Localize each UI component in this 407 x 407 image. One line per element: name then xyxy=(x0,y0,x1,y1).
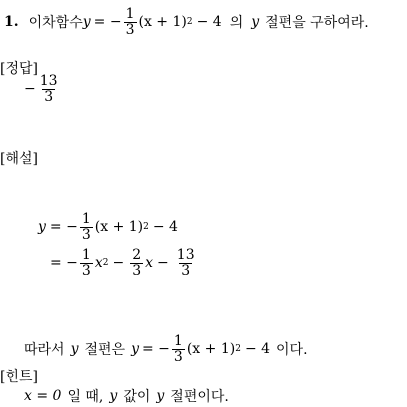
concl-mid: 절편은 xyxy=(84,342,126,359)
concl-tail: − 4 xyxy=(244,341,271,358)
func-eq: = − xyxy=(93,14,122,30)
sol1-tail: − 4 xyxy=(152,219,178,236)
concl-end: 이다. xyxy=(276,342,308,359)
func-expr: (x + 1) xyxy=(138,14,187,30)
func-frac-den: 3 xyxy=(125,21,135,38)
answer-value xyxy=(24,74,62,104)
concl-den: 3 xyxy=(173,348,183,365)
concl-num: 1 xyxy=(173,333,183,349)
sol2-t1-fraction xyxy=(80,248,93,278)
answer-den: 3 xyxy=(44,88,54,105)
sol2-eq: = − xyxy=(50,255,78,272)
sol2-t3-num: 13 xyxy=(176,247,195,263)
answer-sign: − xyxy=(24,81,36,98)
func-tail: − 4 xyxy=(196,14,222,30)
hint-line xyxy=(24,386,229,406)
solution-line1: y = − $\frac{1}{3}$ (x + 1) 2 − 4 xyxy=(38,211,178,243)
concl-fraction xyxy=(172,334,185,364)
concl-lhs: y xyxy=(131,341,139,358)
concl-expr: (x + 1) xyxy=(186,341,236,358)
hint-x-eq: x = 0 xyxy=(24,388,62,404)
sol2-t2-var: x xyxy=(145,255,154,272)
problem-line: 1. 이차함수 y = − $\frac{1}{3}$ (x + 1) 2 − 4 의 y 절편을 구하여라. xyxy=(4,5,369,38)
answer-label: [정답] xyxy=(0,61,38,77)
hint-end: 절편이다. xyxy=(170,389,229,405)
func-lhs: y xyxy=(82,14,91,30)
sol1-eq: = − xyxy=(49,219,78,236)
hint-mid: 일 때, xyxy=(67,389,104,405)
sol2-op2: − xyxy=(157,255,169,272)
sol2-t2-fraction xyxy=(130,248,143,278)
hint-var-y: y xyxy=(109,388,118,404)
func-frac-num: 1 xyxy=(125,5,135,22)
sol1-num: 1 xyxy=(81,211,91,227)
sol2-t3-fraction xyxy=(175,248,197,278)
answer-num: 13 xyxy=(39,73,58,89)
hint-var-y2: y xyxy=(156,388,165,404)
concl-prefix: 따라서 xyxy=(24,342,65,359)
problem-suffix: 의 xyxy=(229,15,244,31)
problem-var-y: y xyxy=(251,14,260,30)
sol2-t3-den: 3 xyxy=(181,262,191,279)
problem-tail: 절편을 구하여라. xyxy=(265,15,369,31)
func-fraction xyxy=(124,7,137,37)
answer-fraction xyxy=(38,74,60,104)
sol2-t1-num: 1 xyxy=(81,247,91,263)
concl-eq: = − xyxy=(142,341,170,358)
hint-mid2: 값이 xyxy=(123,389,151,405)
sol1-expr: (x + 1) xyxy=(94,219,144,236)
sol2-op1: − xyxy=(112,255,125,272)
sol1-den: 3 xyxy=(81,226,91,243)
hint-label: [힌트] xyxy=(0,369,38,385)
sol1-lhs: y xyxy=(38,219,46,236)
problem-number: 1. xyxy=(4,14,19,30)
sol2-t2-num: 2 xyxy=(132,247,142,263)
problem-prefix: 이차함수 xyxy=(28,15,83,31)
concl-var-y: y xyxy=(70,341,79,358)
solution-line2: = − $\frac{1}{3}$ x 2 − $\frac{2}{3}$ x − $\frac{13}{3}$ xyxy=(50,247,195,279)
sol2-t1-var: x xyxy=(94,255,103,272)
solution-label: [해설] xyxy=(0,151,38,167)
sol2-t1-den: 3 xyxy=(81,262,91,279)
solution-conclusion: 따라서 y 절편은 y = − $\frac{1}{3}$ (x + 1) 2 − 4 이다. xyxy=(24,333,308,365)
sol2-t2-den: 3 xyxy=(132,262,142,279)
sol1-fraction xyxy=(80,212,93,242)
